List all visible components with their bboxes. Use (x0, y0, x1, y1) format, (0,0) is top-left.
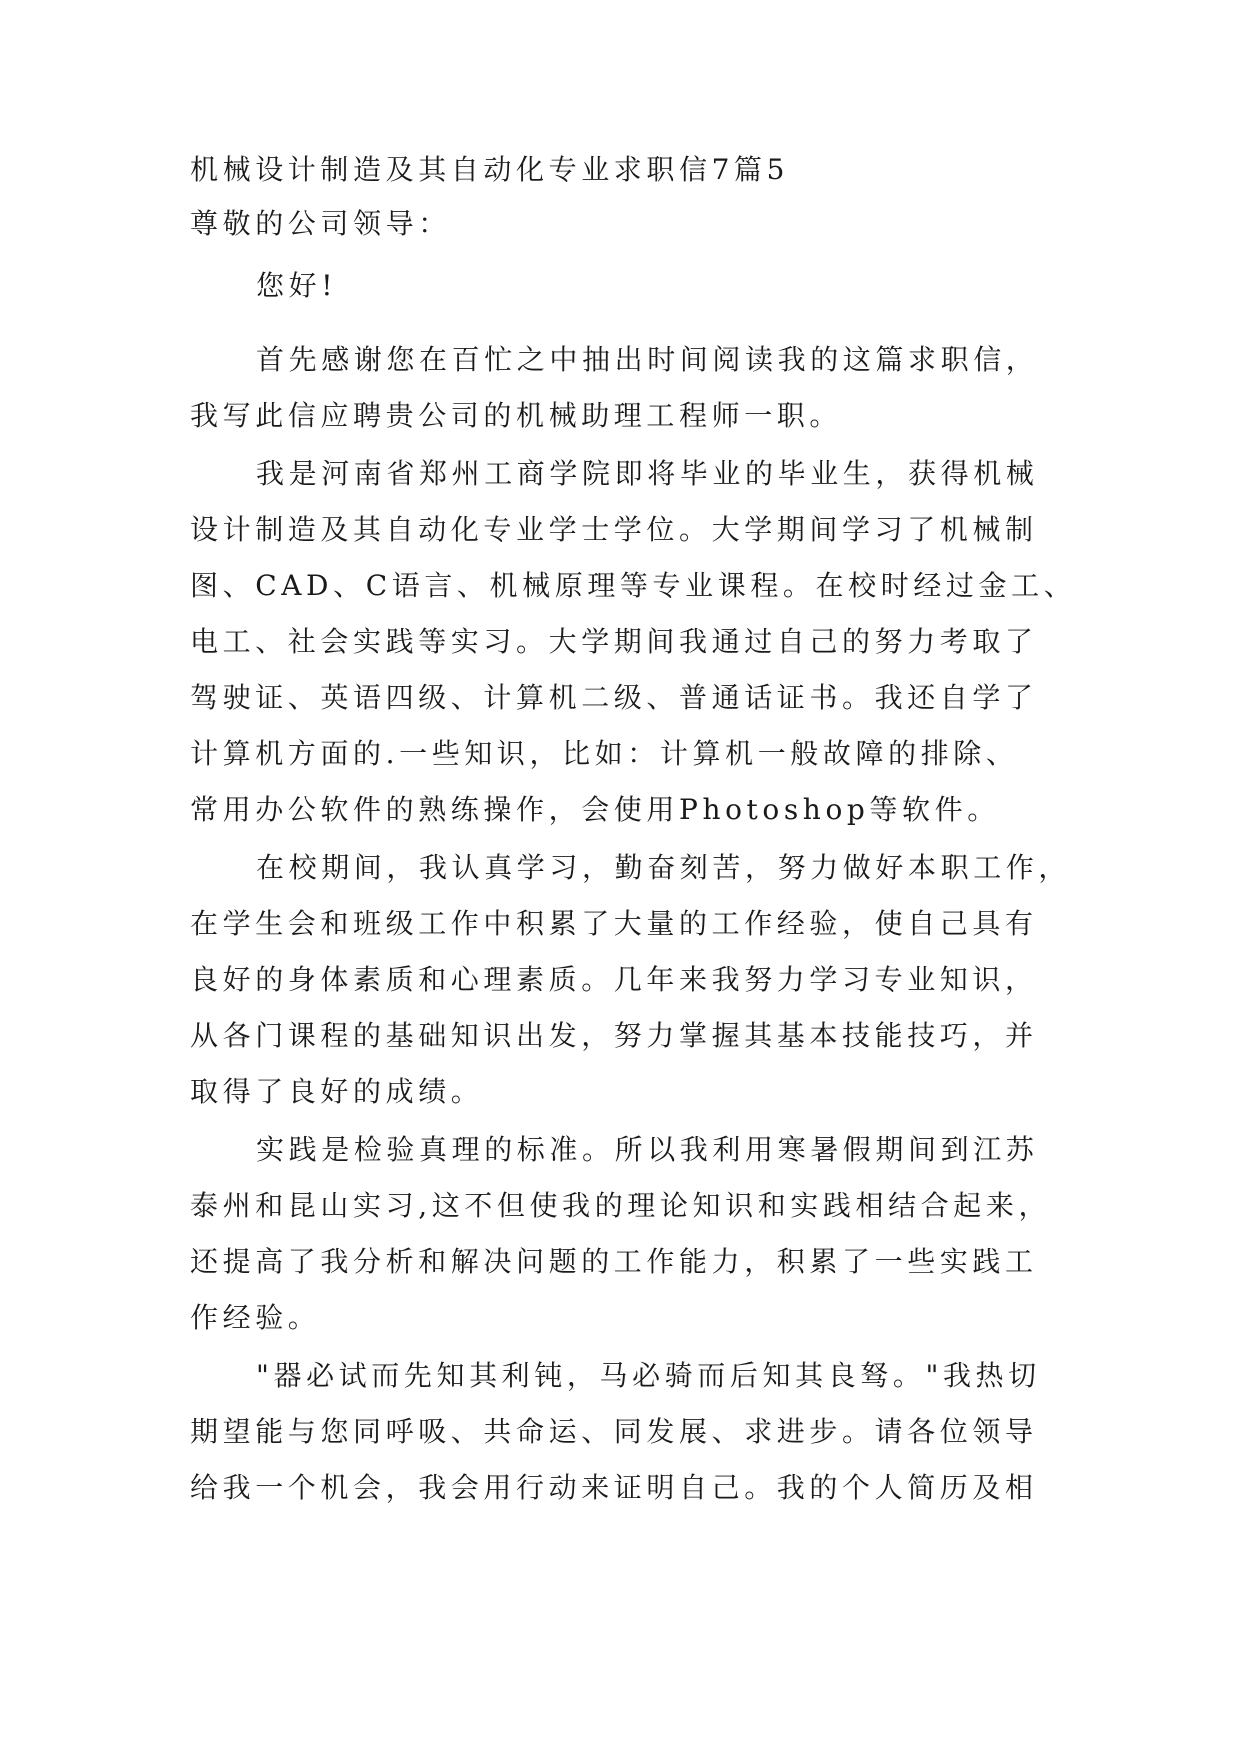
body-line: 我写此信应聘贵公司的机械助理工程师一职。 (190, 399, 843, 432)
body-line: 在校期间，我认真学习，勤奋刻苦，努力做好本职工作， (256, 851, 1072, 884)
body-line: 作经验。 (190, 1301, 321, 1334)
body-line: 还提高了我分析和解决问题的工作能力，积累了一些实践工 (190, 1245, 1038, 1278)
body-line: 设计制造及其自动化专业学士学位。大学期间学习了机械制 (190, 513, 1038, 546)
body-line: 实践是检验真理的标准。所以我利用寒暑假期间到江苏 (256, 1133, 1039, 1166)
body-line: 图、CAD、C语言、机械原理等专业课程。在校时经过金工、 (190, 569, 1077, 602)
body-line: 计算机方面的.一些知识，比如：计算机一般故障的排除、 (190, 737, 1019, 770)
salutation: 尊敬的公司领导： (190, 207, 451, 240)
body-line: 泰州和昆山实习,这不但使我的理论知识和实践相结合起来， (190, 1189, 1052, 1222)
document-title: 机械设计制造及其自动化专业求职信7篇5 (190, 153, 790, 186)
body-line: 期望能与您同呼吸、共命运、同发展、求进步。请各位领导 (190, 1415, 1038, 1448)
body-line: 首先感谢您在百忙之中抽出时间阅读我的这篇求职信， (256, 343, 1039, 376)
body-line: 取得了良好的成绩。 (190, 1075, 484, 1108)
body-line: 良好的身体素质和心理素质。几年来我努力学习专业知识， (190, 963, 1038, 996)
greeting: 您好! (256, 269, 338, 302)
body-line: 在学生会和班级工作中积累了大量的工作经验，使自己具有 (190, 907, 1038, 940)
body-line: 从各门课程的基础知识出发，努力掌握其基本技能技巧，并 (190, 1019, 1038, 1052)
body-line: 驾驶证、英语四级、计算机二级、普通话证书。我还自学了 (190, 681, 1038, 714)
body-line: 我是河南省郑州工商学院即将毕业的毕业生，获得机械 (256, 457, 1039, 490)
body-line: 电工、社会实践等实习。大学期间我通过自己的努力考取了 (190, 625, 1038, 658)
body-line: 给我一个机会，我会用行动来证明自己。我的个人简历及相 (190, 1471, 1038, 1504)
body-line: "器必试而先知其利钝，马必骑而后知其良驽。"我热切 (256, 1359, 1041, 1392)
body-line: 常用办公软件的熟练操作，会使用Photoshop等软件。 (190, 793, 1000, 826)
